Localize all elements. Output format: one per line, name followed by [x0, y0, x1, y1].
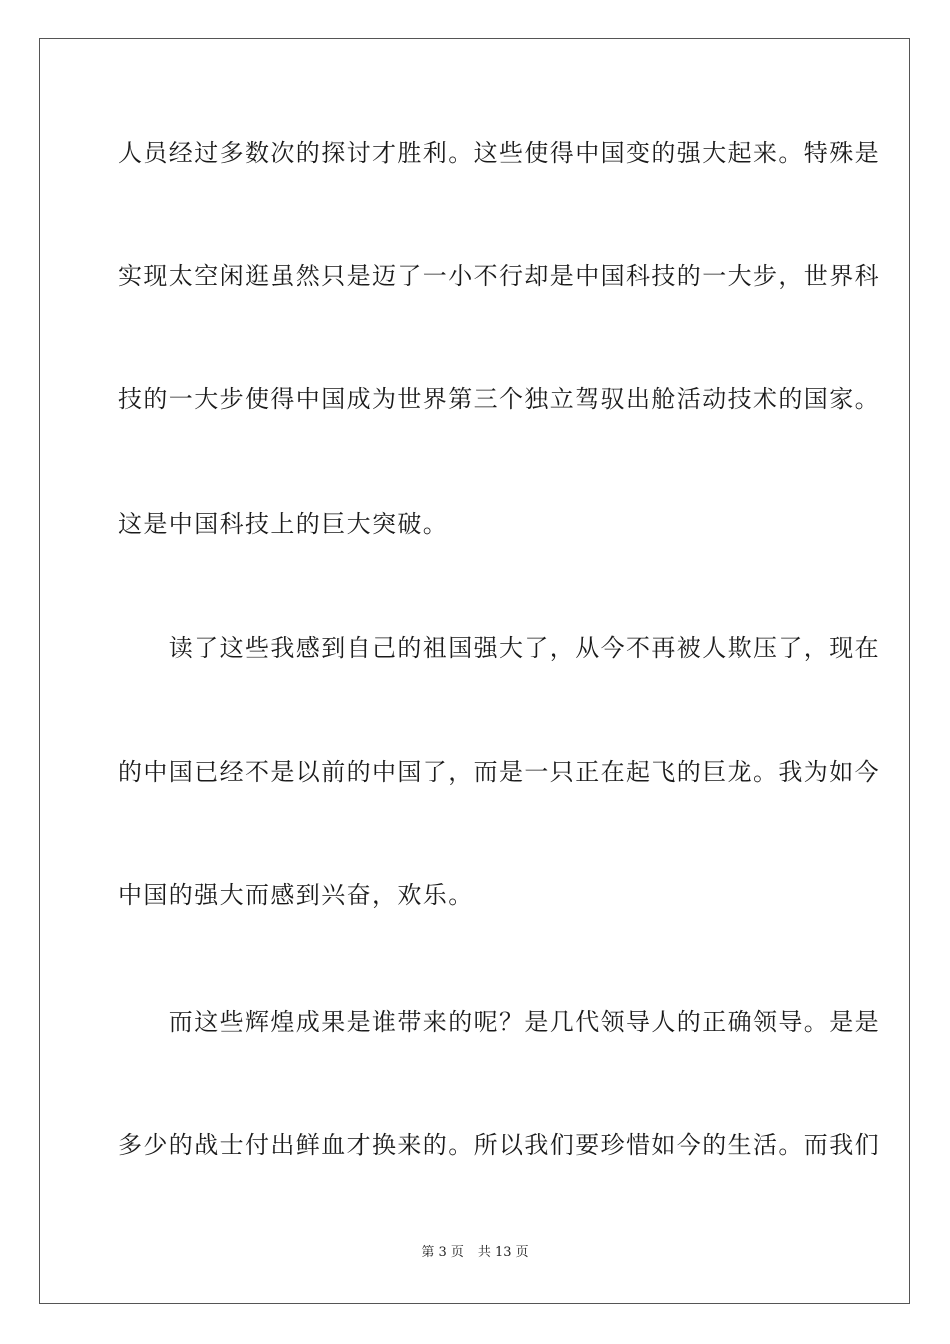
- text-line: 这是中国科技上的巨大突破。: [118, 510, 449, 538]
- text-line: 的中国已经不是以前的中国了，而是一只正在起飞的巨龙。我为如今: [118, 758, 880, 786]
- total-pages: 共 13 页: [477, 1245, 529, 1260]
- page-number: 第 3 页: [421, 1245, 464, 1260]
- text-line: 而这些辉煌成果是谁带来的呢？是几代领导人的正确领导。是是: [118, 1008, 880, 1036]
- page-footer: [0, 1244, 950, 1262]
- text-line: 技的一大步使得中国成为世界第三个独立驾驭出舱活动技术的国家。: [118, 385, 880, 413]
- text-line: 多少的战士付出鲜血才换来的。所以我们要珍惜如今的生活。而我们: [118, 1131, 880, 1159]
- text-line: 读了这些我感到自己的祖国强大了，从今不再被人欺压了，现在: [118, 634, 880, 662]
- text-line: 人员经过多数次的探讨才胜利。这些使得中国变的强大起来。特殊是: [118, 139, 880, 167]
- text-line: 实现太空闲逛虽然只是迈了一小不行却是中国科技的一大步，世界科: [118, 262, 880, 290]
- text-line: 中国的强大而感到兴奋，欢乐。: [118, 881, 474, 909]
- page-border: [39, 38, 910, 1304]
